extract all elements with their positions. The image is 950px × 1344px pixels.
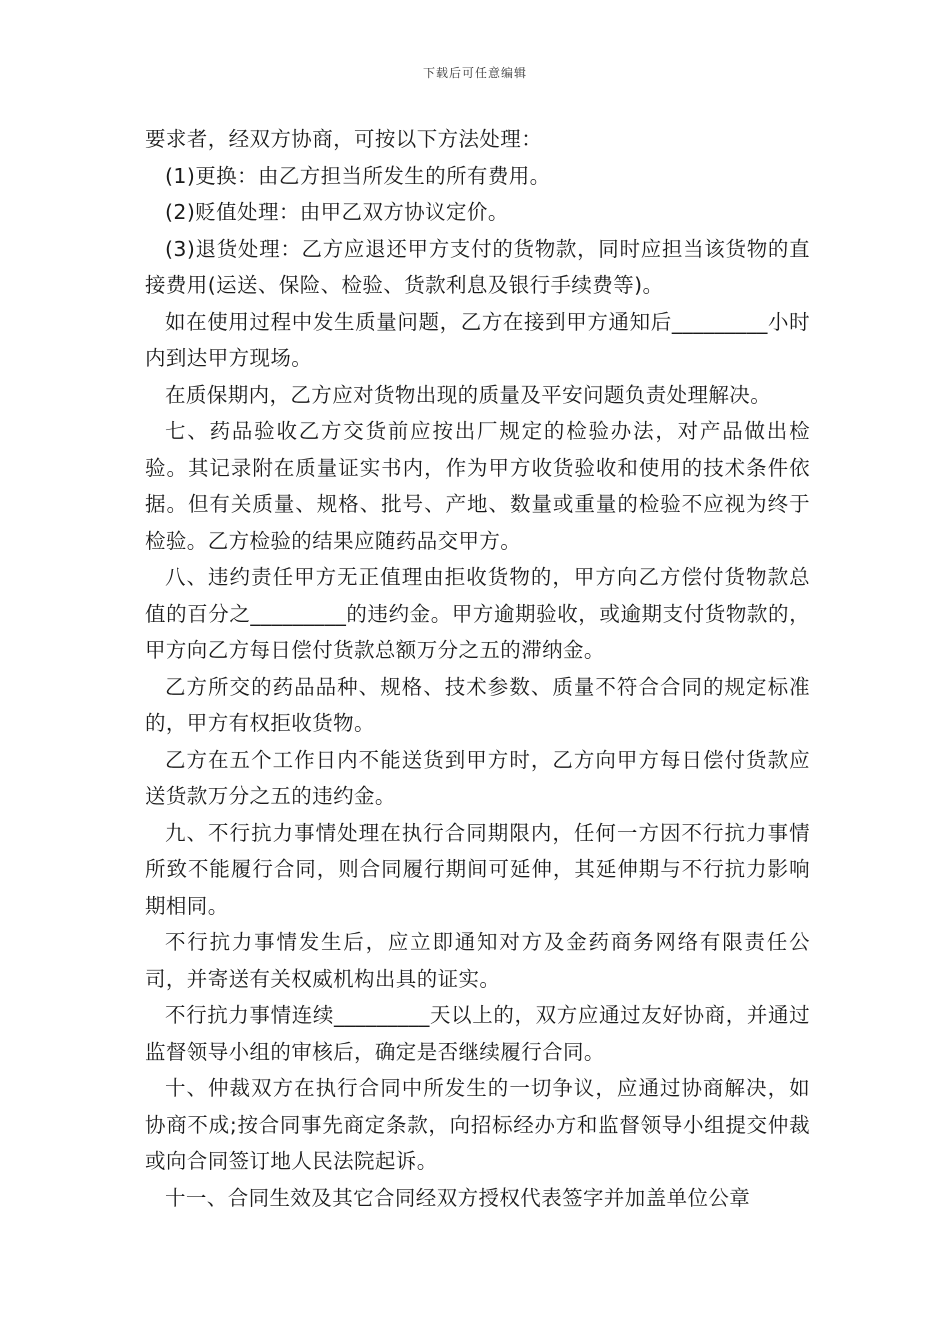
paragraph-continuation: 要求者，经双方协商，可按以下方法处理：: [145, 127, 543, 151]
page-header: 下载后可任意编辑: [422, 66, 527, 80]
paragraph-late-delivery: 乙方在五个工作日内不能送货到甲方时，乙方向甲方每日偿付货款应送货款万分之五的违约金。: [145, 747, 810, 808]
paragraph-warranty: 在质保期内，乙方应对货物出现的质量及平安问题负责处理解决。: [165, 382, 772, 407]
paragraph-section-8: 八、违约责任甲方无正值理由拒收货物的，甲方向乙方偿付货物款总值的百分之_________的违约金。甲方逾期验收，或逾期支付货物款的，甲方向乙方每日偿付货款总额万分之五的滞纳金。: [145, 565, 810, 662]
paragraph-replacement: (1)更换：由乙方担当所发生的所有费用。: [165, 163, 551, 188]
paragraph-rejection-right: 乙方所交的药品品种、规格、技术参数、质量不符合合同的规定标准的，甲方有权拒收货物。: [145, 674, 810, 735]
document-body: [145, 121, 810, 1216]
paragraph-section-9: 九、不行抗力事情处理在执行合同期限内，任何一方因不行抗力事情所致不能履行合同，则合同履行期间可延伸，其延伸期与不行抗力影响期相同。: [145, 820, 810, 918]
paragraph-section-10: 十、仲裁双方在执行合同中所发生的一切争议，应通过协商解决，如协商不成;按合同事先商定条款，向招标经办方和监督领导小组提交仲裁或向合同签订地人民法院起诉。: [145, 1076, 810, 1173]
paragraph-force-majeure-duration: 不行抗力事情连续_________天以上的，双方应通过友好协商，并通过监督领导小组的审核后，确定是否继续履行合同。: [145, 1003, 810, 1064]
paragraph-section-7: 七、药品验收乙方交货前应按出厂规定的检验办法，对产品做出检验。其记录附在质量证实书内，作为甲方收货验收和使用的技术条件依据。但有关质量、规格、批号、产地、数量或重量的检验不应视为终于检验。乙方检验的结果应随药品交甲方。: [145, 419, 810, 553]
paragraph-depreciation: (2)贬值处理：由甲乙双方协议定价。: [165, 200, 509, 224]
paragraph-quality-issue: 如在使用过程中发生质量问题，乙方在接到甲方通知后_________小时内到达甲方现场。: [145, 309, 810, 370]
paragraph-force-majeure-notice: 不行抗力事情发生后，应立即通知对方及金药商务网络有限责任公司，并寄送有关权威机构出具的证实。: [145, 930, 810, 991]
paragraph-return: (3)退货处理：乙方应退还甲方支付的货物款，同时应担当该货物的直接费用(运送、保险、检验、货款利息及银行手续费等)。: [145, 236, 810, 297]
paragraph-section-11: 十一、合同生效及其它合同经双方授权代表签字并加盖单位公章: [165, 1185, 751, 1210]
